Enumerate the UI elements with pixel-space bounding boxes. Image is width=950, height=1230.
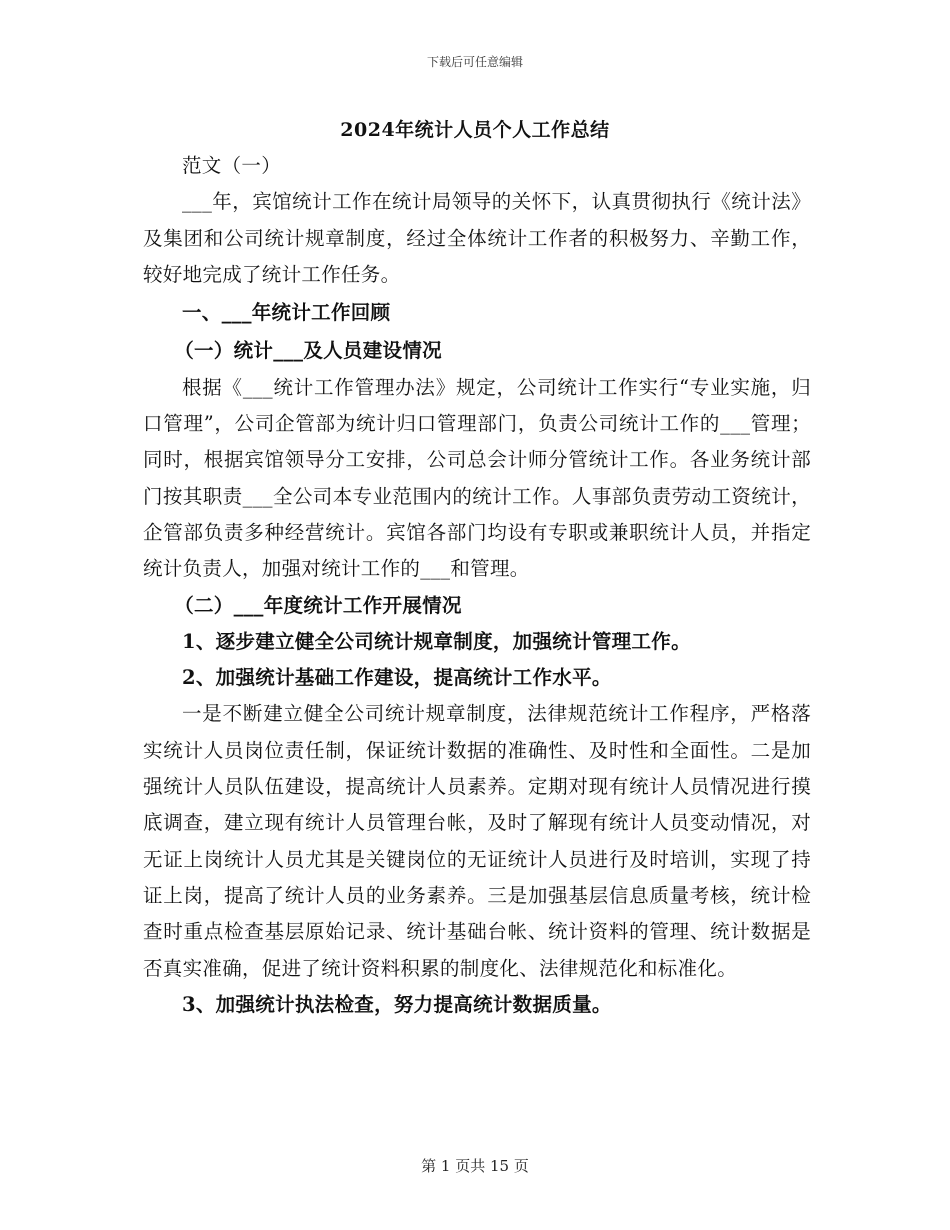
organization-paragraph: 根据《___统计工作管理办法》规定，公司统计工作实行“专业实施，归口管理”，公司企管部为统计归口管理部门，负责公司统计工作的___管理；同时，根据宾馆领导分工安排，公司总会计师分管统计工作。各业务统计部门按其职责___全公司本专业范围内的统计工作。人事部负责劳动工资统计，企管部负责多种经营统计。宾馆各部门均设有专职或兼职统计人员，并指定统计负责人，加强对统计工作的___和管理。	[143, 375, 811, 581]
page-header: 下载后可任意编辑	[426, 55, 523, 69]
subheading-annual-work: （二）___年度统计工作开展情况	[174, 593, 462, 617]
foundation-paragraph: 一是不断建立健全公司统计规章制度，法律规范统计工作程序，严格落实统计人员岗位责任制，保证统计数据的准确性、及时性和全面性。二是加强统计人员队伍建设，提高统计人员素养。定期对现有统计人员情况进行摸底调查，建立现有统计人员管理台帐，及时了解现有统计人员变动情况，对无证上岗统计人员尤其是关键岗位的无证统计人员进行及时培训，实现了持证上岗，提高了统计人员的业务素养。三是加强基层信息质量考核，统计检查时重点检查基层原始记录、统计基础台帐、统计资料的管理、统计数据是否真实准确，促进了统计资料积累的制度化、法律规范化和标准化。	[143, 702, 811, 980]
intro-paragraph: ___年，宾馆统计工作在统计局领导的关怀下，认真贯彻执行《统计法》及集团和公司统计规章制度，经过全体统计工作者的积极努力、辛勤工作，较好地完成了统计工作任务。	[143, 190, 811, 286]
document-body	[143, 148, 811, 1023]
section-label: 范文（一）	[182, 154, 282, 177]
heading-review: 一、___年统计工作回顾	[182, 301, 391, 325]
subheading-organization: （一）统计___及人员建设情况	[174, 339, 442, 363]
item-heading-2: 2、加强统计基础工作建设，提高统计工作水平。	[182, 666, 612, 690]
item-heading-1: 1、逐步建立健全公司统计规章制度，加强统计管理工作。	[182, 629, 691, 653]
document-title: 2024年统计人员个人工作总结	[340, 119, 610, 141]
page-number: 第 1 页共 15 页	[421, 1157, 529, 1175]
item-heading-3: 3、加强统计执法检查，努力提高统计数据质量。	[182, 992, 612, 1016]
